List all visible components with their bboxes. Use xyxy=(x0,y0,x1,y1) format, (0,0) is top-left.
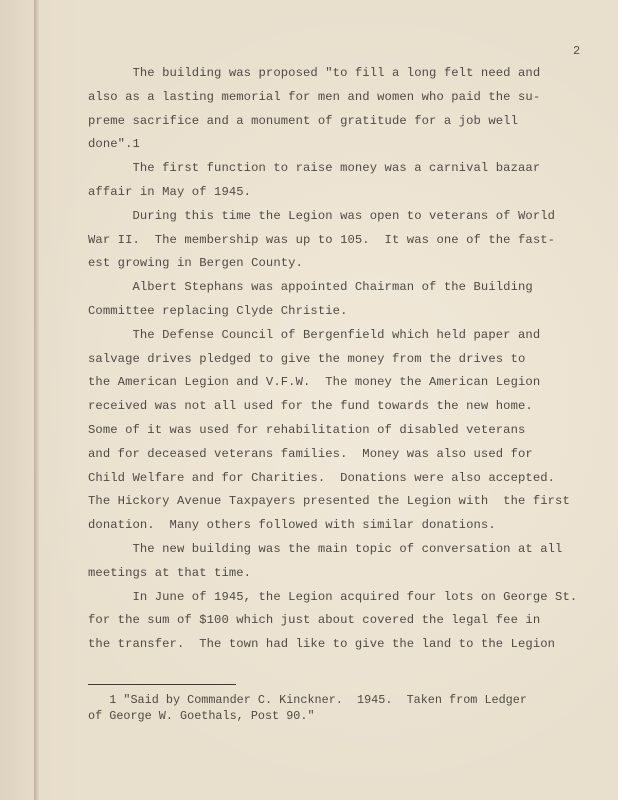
text-line: During this time the Legion was open to veterans of World xyxy=(88,208,556,223)
text-line: affair in May of 1945. xyxy=(88,184,252,199)
text-line: The Hickory Avenue Taxpayers presented the Legion with the first xyxy=(88,494,570,509)
page-number: 2 xyxy=(573,44,581,58)
footnote-line: 1 "Said by Commander C. Kinckner. 1945. Taken from Ledger xyxy=(88,693,527,707)
text-line: for the sum of $100 which just about covered the legal fee in xyxy=(88,613,541,628)
binding-fold xyxy=(34,0,39,800)
text-line: Albert Stephans was appointed Chairman of the Building xyxy=(88,280,533,295)
text-line: salvage drives pledged to give the money from the drives to xyxy=(88,351,526,366)
body-text xyxy=(88,62,588,657)
text-line: meetings at that time. xyxy=(88,565,252,580)
text-line: done".1 xyxy=(88,137,140,152)
text-line: the American Legion and V.F.W. The money the American Legion xyxy=(88,375,541,390)
text-line: donation. Many others followed with similar donations. xyxy=(88,518,496,533)
text-line: The first function to raise money was a carnival bazaar xyxy=(88,161,541,176)
text-line: War II. The membership was up to 105. It was one of the fast- xyxy=(88,232,556,247)
text-line: The Defense Council of Bergenfield which held paper and xyxy=(88,327,541,342)
text-line: est growing in Bergen County. xyxy=(88,256,303,271)
footnote-line: of George W. Goethals, Post 90." xyxy=(88,709,315,723)
text-line: received was not all used for the fund towards the new home. xyxy=(88,399,533,414)
text-line: and for deceased veterans families. Money was also used for xyxy=(88,446,533,461)
text-line: Child Welfare and for Charities. Donations were also accepted. xyxy=(88,470,556,485)
text-line: also as a lasting memorial for men and women who paid the su- xyxy=(88,89,541,104)
text-line: preme sacrifice and a monument of gratitude for a job well xyxy=(88,113,518,128)
text-line: In June of 1945, the Legion acquired four lots on George St. xyxy=(88,589,578,604)
text-line: The new building was the main topic of conversation at all xyxy=(88,541,563,556)
text-line: Committee replacing Clyde Christie. xyxy=(88,303,348,318)
footnote-divider xyxy=(88,684,236,685)
text-line: the transfer. The town had like to give the land to the Legion xyxy=(88,637,556,652)
text-line: The building was proposed "to fill a long felt need and xyxy=(88,66,541,80)
footnote xyxy=(88,692,588,724)
text-line: Some of it was used for rehabilitation of disabled veterans xyxy=(88,422,526,437)
